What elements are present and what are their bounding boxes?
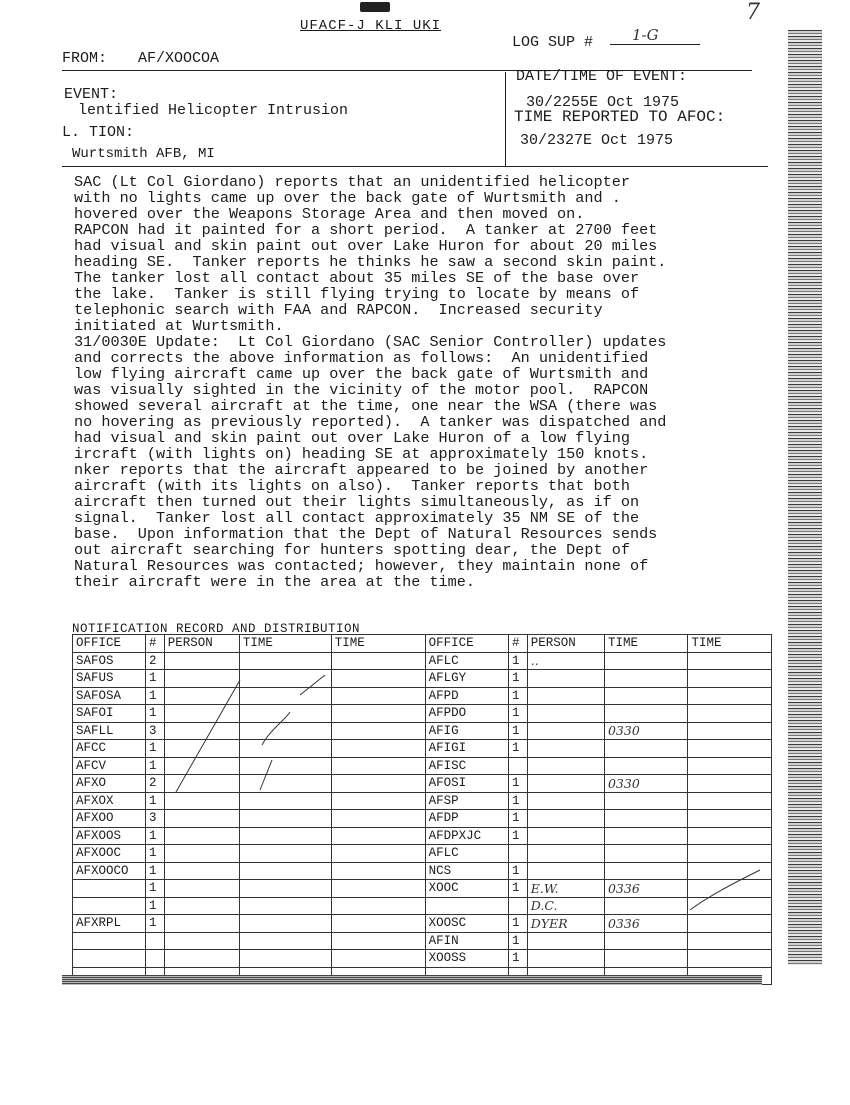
distribution-cell: 1 — [509, 950, 528, 968]
page-number: 7 — [746, 0, 760, 25]
time-scrawl — [690, 870, 760, 910]
checkmark-stroke-2 — [300, 675, 325, 695]
distribution-cell: AFXOOS — [73, 827, 146, 845]
distribution-cell: 1 — [509, 740, 528, 758]
narrative-line: had visual and skin paint out over Lake Huron for about 20 miles — [74, 237, 658, 255]
distribution-cell: AFLGY — [425, 670, 508, 688]
distribution-cell: SAFOI — [73, 705, 146, 723]
distribution-cell: 1 — [146, 827, 165, 845]
distribution-cell: XOOSS — [425, 950, 508, 968]
narrative-line: no hovering as previously reported). A tanker was dispatched and — [74, 413, 667, 431]
distribution-cell: 1 — [509, 775, 528, 793]
distribution-caption: NOTIFICATION RECORD AND DISTRIBUTION — [72, 622, 361, 636]
distribution-cell: 1 — [509, 705, 528, 723]
narrative-line: ircraft (with lights on) heading SE at approximately 150 knots. — [74, 445, 649, 463]
distribution-cell: AFIG — [425, 722, 508, 740]
distribution-cell: 1 — [146, 880, 165, 898]
location-value: Wurtsmith AFB, MI — [72, 146, 215, 162]
distribution-header-cell: # — [509, 635, 528, 653]
distribution-cell: 1 — [509, 792, 528, 810]
distribution-header-cell: OFFICE — [73, 635, 146, 653]
distribution-cell: AFXOX — [73, 792, 146, 810]
distribution-header-cell: TIME — [331, 635, 425, 653]
narrative-line: The tanker lost all contact about 35 miles SE of the base over — [74, 269, 640, 287]
distribution-cell: AFDP — [425, 810, 508, 828]
distribution-cell: SAFOSA — [73, 687, 146, 705]
distribution-cell: AFISC — [425, 757, 508, 775]
narrative-line: and corrects the above information as follows: An unidentified — [74, 349, 649, 367]
date-label: DATE/TIME OF EVENT: — [516, 68, 688, 85]
distribution-cell: 1 — [146, 705, 165, 723]
event-label: EVENT: — [64, 86, 119, 103]
distribution-cell: 3 — [146, 722, 165, 740]
distribution-cell: 1 — [146, 862, 165, 880]
distribution-cell: 0336 — [604, 915, 687, 933]
distribution-cell: AFOSI — [425, 775, 508, 793]
narrative-line: base. Upon information that the Dept of Natural Resources sends — [74, 525, 658, 543]
distribution-cell: .. — [527, 652, 604, 670]
initials-scrawl — [262, 712, 290, 745]
distribution-cell: 1 — [146, 670, 165, 688]
distribution-cell: 1 — [509, 722, 528, 740]
distribution-cell: XOOC — [425, 880, 508, 898]
narrative-line: 31/0030E Update: Lt Col Giordano (SAC Senior Controller) updates — [74, 333, 667, 351]
distribution-cell: AFXRPL — [73, 915, 146, 933]
distribution-cell: 1 — [509, 880, 528, 898]
checkmark-stroke-3 — [260, 760, 272, 790]
narrative-line: RAPCON had it painted for a short period. A tanker at 2700 feet — [74, 221, 658, 239]
narrative-line: Natural Resources was contacted; however, they maintain none of — [74, 557, 649, 575]
from-value: AF/XOOCOA — [138, 50, 220, 67]
distribution-cell: AFXO — [73, 775, 146, 793]
distribution-header-cell: PERSON — [164, 635, 239, 653]
distribution-cell: DYER — [527, 915, 604, 933]
distribution-cell: SAFUS — [73, 670, 146, 688]
narrative-line: SAC (Lt Col Giordano) reports that an unidentified helicopter — [74, 173, 630, 191]
distribution-cell: AFXOOC — [73, 845, 146, 863]
distribution-cell: 1 — [146, 845, 165, 863]
narrative-line: was visually sighted in the vicinity of the motor pool. RAPCON — [74, 381, 649, 399]
distribution-cell: XOOSC — [425, 915, 508, 933]
log-sup-label: LOG SUP # — [512, 34, 594, 51]
narrative-line: showed several aircraft at the time, one near the WSA (there was — [74, 397, 658, 415]
distribution-cell: 1 — [146, 897, 165, 915]
log-sup-value: 1-G — [632, 26, 659, 44]
narrative-line: with no lights came up over the back gate of Wurtsmith and . — [74, 189, 621, 207]
distribution-cell: 3 — [146, 810, 165, 828]
distribution-cell: 1 — [509, 932, 528, 950]
distribution-cell: E.W. — [527, 880, 604, 898]
narrative-line: nker reports that the aircraft appeared to be joined by another — [74, 461, 649, 479]
from-label: FROM: — [62, 50, 108, 67]
distribution-cell: AFSP — [425, 792, 508, 810]
distribution-cell: D.C. — [527, 897, 604, 915]
narrative-line: initiated at Wurtsmith. — [74, 317, 284, 335]
narrative-line: low flying aircraft came up over the back gate of Wurtsmith and — [74, 365, 649, 383]
distribution-header-cell: TIME — [688, 635, 772, 653]
distribution-cell: AFPD — [425, 687, 508, 705]
narrative-line: telephonic search with FAA and RAPCON. Increased security — [74, 301, 603, 319]
distribution-cell: 1 — [509, 915, 528, 933]
distribution-cell: 1 — [509, 670, 528, 688]
reported-value: 30/2327E Oct 1975 — [520, 132, 674, 149]
distribution-header-cell: OFFICE — [425, 635, 508, 653]
distribution-cell: AFIGI — [425, 740, 508, 758]
distribution-cell: SAFOS — [73, 652, 146, 670]
narrative-line: hovered over the Weapons Storage Area and then moved on. — [74, 205, 585, 223]
reported-label: TIME REPORTED TO AFOC: — [514, 108, 726, 126]
distribution-cell: AFLC — [425, 652, 508, 670]
distribution-cell: 2 — [146, 775, 165, 793]
distribution-cell: AFCV — [73, 757, 146, 775]
distribution-cell: AFXOOCO — [73, 862, 146, 880]
distribution-cell: 0330 — [604, 722, 687, 740]
distribution-cell: 1 — [146, 687, 165, 705]
distribution-cell: AFDPXJC — [425, 827, 508, 845]
distribution-cell: 1 — [146, 757, 165, 775]
distribution-cell: 1 — [146, 792, 165, 810]
date-value: 30/2255E Oct 1975 — [526, 94, 680, 111]
distribution-cell: 0336 — [604, 880, 687, 898]
event-value: lentified Helicopter Intrusion — [78, 102, 349, 119]
distribution-cell: AFPDO — [425, 705, 508, 723]
distribution-cell: AFLC — [425, 845, 508, 863]
narrative-line: signal. Tanker lost all contact approximately 35 NM SE of the — [74, 509, 640, 527]
narrative-line: aircraft then turned out their lights simultaneously, as if on — [74, 493, 640, 511]
distribution-cell: AFCC — [73, 740, 146, 758]
distribution-cell: 1 — [509, 652, 528, 670]
location-label: L. TION: — [62, 124, 135, 141]
distribution-cell: 1 — [509, 810, 528, 828]
distribution-cell: 1 — [146, 915, 165, 933]
narrative-line: aircraft (with its lights on also). Tanker reports that both — [74, 477, 630, 495]
form-title: UFACF-J KLI UKI — [300, 18, 442, 34]
distribution-header-cell: PERSON — [527, 635, 604, 653]
checkmark-stroke — [176, 680, 240, 792]
distribution-cell: 1 — [509, 862, 528, 880]
distribution-cell: 2 — [146, 652, 165, 670]
distribution-cell: 1 — [146, 740, 165, 758]
distribution-header-cell: TIME — [604, 635, 687, 653]
distribution-header-cell: # — [146, 635, 165, 653]
distribution-cell: AFIN — [425, 932, 508, 950]
narrative-line: had visual and skin paint out over Lake Huron of a low flying — [74, 429, 630, 447]
distribution-cell: 1 — [509, 687, 528, 705]
distribution-header-cell: TIME — [239, 635, 331, 653]
narrative-line: out aircraft searching for hunters spotting dear, the Dept of — [74, 541, 630, 559]
distribution-cell: 1 — [509, 827, 528, 845]
narrative-line: heading SE. Tanker reports he thinks he saw a second skin paint. — [74, 253, 667, 271]
distribution-cell: SAFLL — [73, 722, 146, 740]
distribution-cell: AFXOO — [73, 810, 146, 828]
distribution-cell: 0330 — [604, 775, 687, 793]
narrative-line: the lake. Tanker is still flying trying to locate by means of — [74, 285, 640, 303]
distribution-cell: NCS — [425, 862, 508, 880]
narrative-line: their aircraft were in the area at the time. — [74, 573, 476, 591]
